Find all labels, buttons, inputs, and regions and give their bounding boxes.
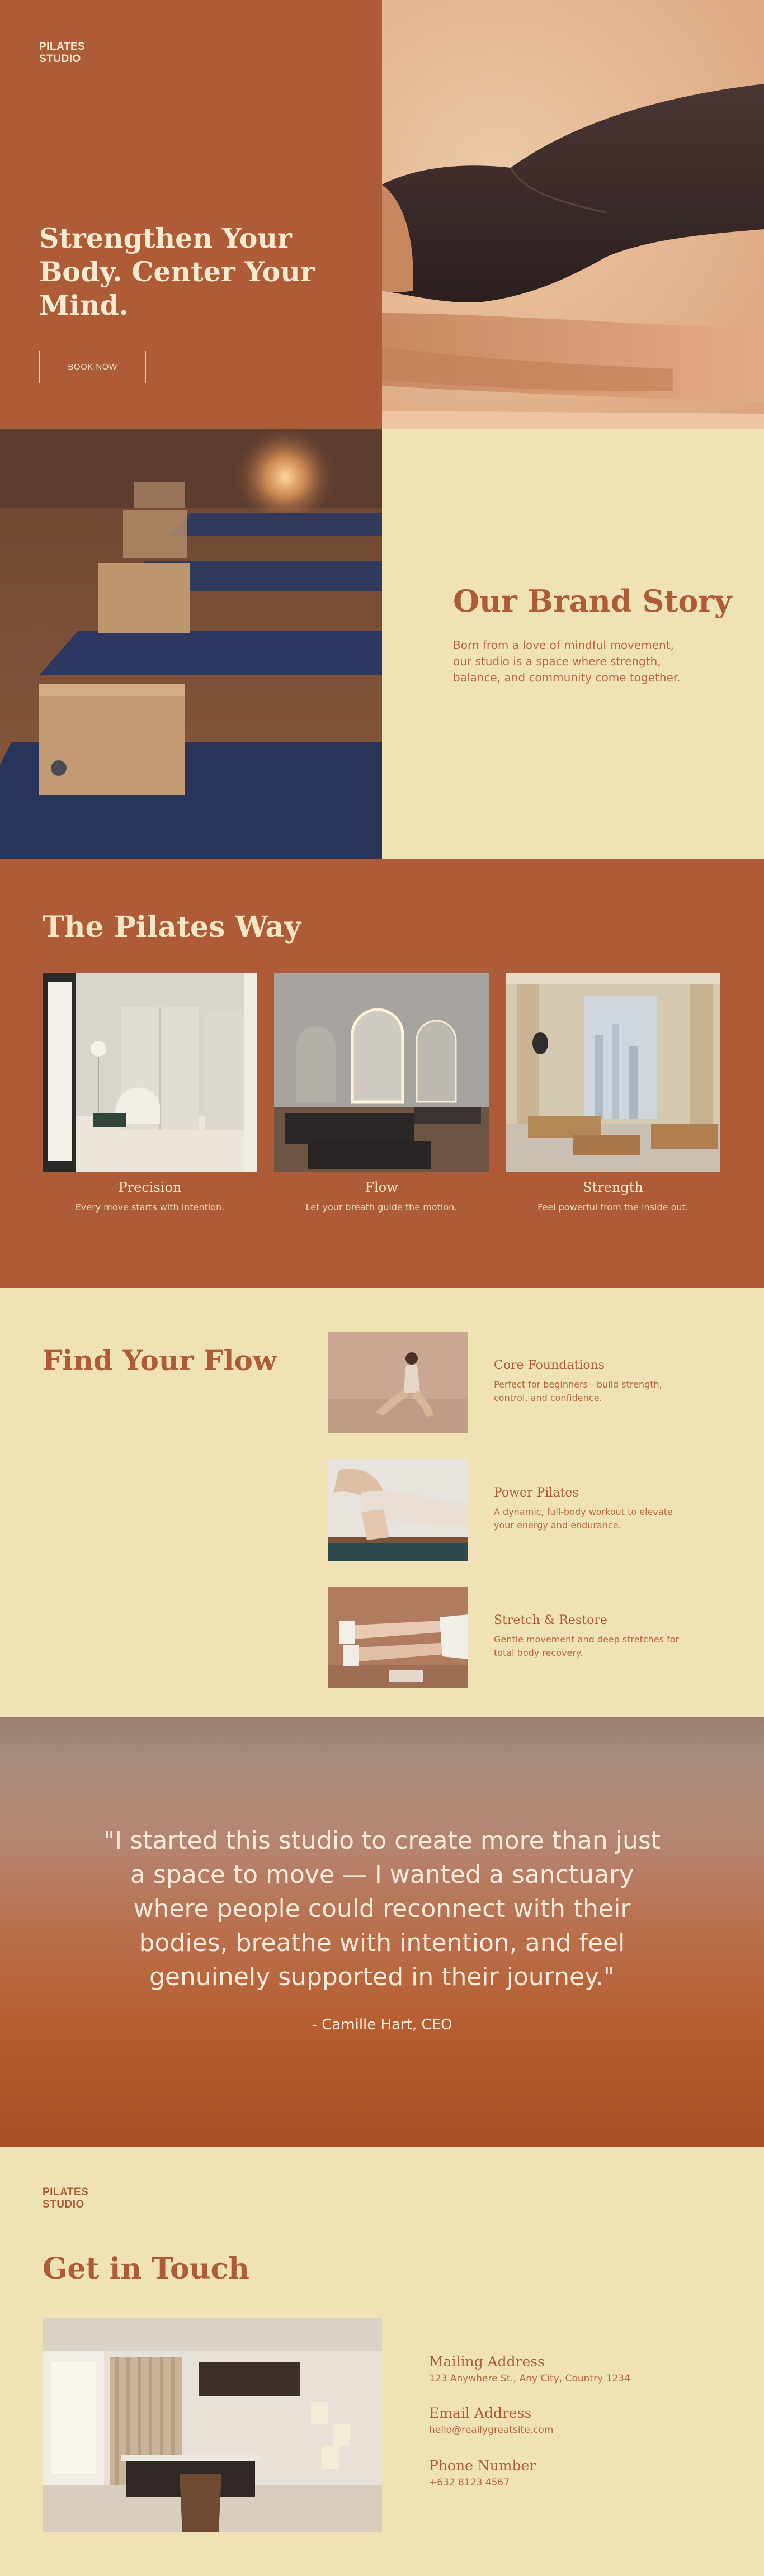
class-description: Gentle movement and deep stretches for total body recovery. — [494, 1634, 680, 1658]
contact-title: Get in Touch — [43, 2252, 249, 2286]
mailing-address-value: 123 Anywhere St., Any City, Country 1234 — [429, 2373, 630, 2384]
class-name: Stretch & Restore — [494, 1613, 607, 1627]
footer-logo[interactable]: PILATES STUDIO — [43, 2186, 89, 2210]
studio-mats-photo — [0, 429, 382, 859]
card-subtitle: Feel powerful from the inside out. — [537, 1202, 688, 1213]
email-address-block — [429, 2405, 553, 2436]
hero-panel — [0, 0, 382, 429]
email-address-label: Email Address — [429, 2405, 532, 2421]
class-item-power-pilates[interactable] — [328, 1459, 719, 1561]
flow-title: Find Your Flow — [43, 1344, 277, 1377]
card-subtitle: Every move starts with intention. — [75, 1202, 225, 1213]
contact-section — [0, 2147, 764, 2576]
core-foundations-photo — [328, 1332, 468, 1433]
pilates-way-section — [0, 859, 764, 1288]
class-item-stretch-restore[interactable] — [328, 1587, 719, 1688]
class-name: Power Pilates — [494, 1486, 579, 1500]
card-strength — [506, 973, 720, 1213]
card-title: Strength — [583, 1180, 643, 1195]
studio-logo[interactable]: PILATES STUDIO — [39, 41, 86, 65]
class-description: A dynamic, full-body workout to elevate your energy and endurance. — [494, 1507, 673, 1531]
book-now-button[interactable]: BOOK NOW — [39, 351, 146, 383]
find-your-flow-section — [0, 1288, 764, 1717]
mailing-address-block — [429, 2354, 630, 2384]
card-subtitle: Let your breath guide the motion. — [305, 1202, 458, 1213]
class-description: Perfect for beginners—build strength, control, and confidence. — [494, 1379, 662, 1403]
hero-title: Strengthen Your Body. Center Your Mind. — [39, 222, 315, 321]
precision-room-photo — [43, 973, 257, 1172]
mailing-address-label: Mailing Address — [429, 2354, 545, 2370]
class-item-core-foundations[interactable] — [328, 1332, 719, 1433]
story-title: Our Brand Story — [453, 583, 732, 619]
phone-number-link[interactable]: +632 8123 4567 — [429, 2477, 510, 2488]
reception-photo — [43, 2318, 382, 2532]
hero-photo-pilates-pose — [382, 0, 764, 429]
email-address-link[interactable]: hello@reallygreatsite.com — [429, 2425, 554, 2436]
founder-quote: "I started this studio to create more than just a space to move — I wanted a sanctuary where people could reconnect with their bodies, breathe with intention, and feel genuinely supported in their journey." — [103, 1826, 661, 1991]
class-name: Core Foundations — [494, 1358, 605, 1372]
flow-studio-photo — [274, 973, 489, 1172]
power-pilates-photo — [328, 1459, 468, 1561]
card-precision — [43, 973, 257, 1213]
phone-number-block — [429, 2457, 536, 2488]
card-title: Flow — [365, 1180, 398, 1195]
founder-quote-section — [0, 1717, 764, 2147]
story-body: Born from a love of mindful movement, our studio is a space where strength, balance, and community come together. — [453, 638, 681, 684]
strength-studio-photo — [506, 973, 720, 1172]
hero-section — [0, 0, 764, 429]
phone-number-label: Phone Number — [429, 2457, 536, 2474]
quote-author: - Camille Hart, CEO — [312, 2016, 452, 2033]
brand-story-section — [0, 429, 764, 859]
pilates-way-cards — [43, 973, 720, 1213]
card-flow — [274, 973, 489, 1213]
stretch-restore-photo — [328, 1587, 468, 1688]
card-title: Precision — [118, 1180, 182, 1195]
brand-story-text — [382, 429, 764, 859]
pilates-way-title: The Pilates Way — [43, 910, 301, 944]
